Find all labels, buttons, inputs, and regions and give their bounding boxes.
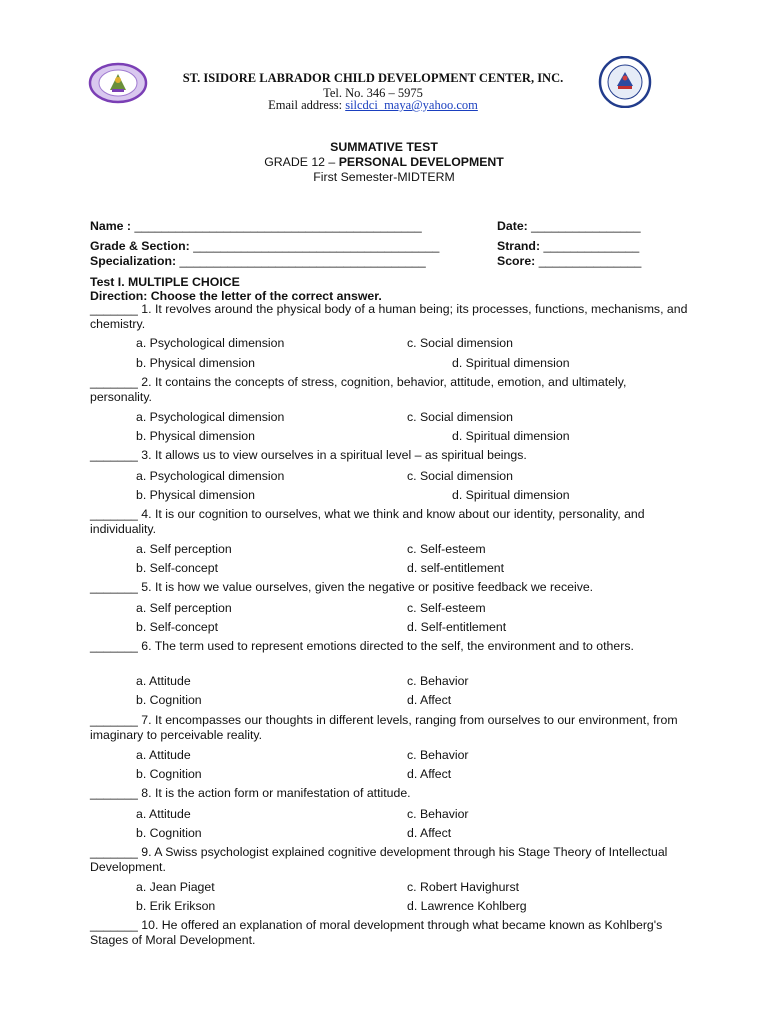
grade-section-field[interactable] bbox=[90, 239, 439, 253]
email-label: Email address: bbox=[268, 98, 346, 112]
strand-blank[interactable]: ______________ bbox=[543, 239, 640, 253]
q2-option-d: d. Spiritual dimension bbox=[452, 429, 570, 443]
grade-section-blank[interactable]: ____________________________________ bbox=[193, 239, 440, 253]
semester-label: First Semester-MIDTERM bbox=[313, 170, 455, 184]
q2-option-b: b. Physical dimension bbox=[136, 429, 255, 443]
q8-option-a: a. Attitude bbox=[136, 807, 191, 821]
question-9: _______ 9. A Swiss psychologist explained cognitive development through his Stage Theory of Intellectual Development. bbox=[90, 845, 668, 874]
q1-option-d: d. Spiritual dimension bbox=[452, 356, 570, 370]
q9-option-a: a. Jean Piaget bbox=[136, 880, 215, 894]
test-direction: Direction: Choose the letter of the correct answer. bbox=[90, 289, 382, 303]
school-email-line bbox=[150, 98, 596, 113]
name-blank[interactable]: __________________________________________ bbox=[134, 219, 422, 233]
question-7: _______ 7. It encompasses our thoughts in different levels, ranging from ourselves to our environment, from imaginary to perceivable reality. bbox=[90, 713, 678, 742]
q1-option-a: a. Psychological dimension bbox=[136, 336, 285, 350]
q4-option-b: b. Self-concept bbox=[136, 561, 219, 575]
q4-option-a: a. Self perception bbox=[136, 542, 232, 556]
email-link[interactable]: silcdci_maya@yahoo.com bbox=[345, 98, 478, 112]
q3-option-d: d. Spiritual dimension bbox=[452, 488, 570, 502]
q7-option-a: a. Attitude bbox=[136, 748, 191, 762]
school-name: ST. ISIDORE LABRADOR CHILD DEVELOPMENT CENTER, INC. bbox=[182, 71, 564, 85]
question-4: _______ 4. It is our cognition to ourselves, what we think and know about our identity, personality, and individuality. bbox=[90, 507, 645, 536]
q6-option-c: c. Behavior bbox=[407, 674, 469, 688]
q5-option-b: b. Self-concept bbox=[136, 620, 219, 634]
specialization-field[interactable] bbox=[90, 254, 426, 268]
q9-option-d: d. Lawrence Kohlberg bbox=[407, 899, 527, 913]
score-blank[interactable]: _______________ bbox=[538, 254, 642, 268]
q2-option-a: a. Psychological dimension bbox=[136, 410, 285, 424]
grade-subject-line bbox=[0, 155, 768, 169]
q6-option-d: d. Affect bbox=[407, 693, 452, 707]
score-field[interactable] bbox=[497, 254, 641, 268]
q3-option-a: a. Psychological dimension bbox=[136, 469, 285, 483]
date-field[interactable] bbox=[497, 219, 641, 233]
test-heading: Test I. MULTIPLE CHOICE bbox=[90, 275, 240, 289]
q1-option-c: c. Social dimension bbox=[407, 336, 513, 350]
q6-option-a: a. Attitude bbox=[136, 674, 191, 688]
q7-option-b: b. Cognition bbox=[136, 767, 202, 781]
question-2: _______ 2. It contains the concepts of stress, cognition, behavior, attitude, emotion, and ultimately, personality. bbox=[90, 375, 627, 404]
q2-option-c: c. Social dimension bbox=[407, 410, 513, 424]
grade-label: GRADE 12 – bbox=[264, 155, 339, 169]
q8-option-b: b. Cognition bbox=[136, 826, 202, 840]
strand-field[interactable] bbox=[497, 239, 639, 253]
q8-option-d: d. Affect bbox=[407, 826, 452, 840]
name-field[interactable] bbox=[90, 219, 422, 233]
q5-option-a: a. Self perception bbox=[136, 601, 232, 615]
strand-label: Strand: bbox=[497, 239, 541, 253]
score-label: Score: bbox=[497, 254, 536, 268]
test-title: SUMMATIVE TEST bbox=[330, 140, 438, 154]
name-label: Name : bbox=[90, 219, 132, 233]
q3-option-b: b. Physical dimension bbox=[136, 488, 255, 502]
date-blank[interactable]: ________________ bbox=[531, 219, 641, 233]
specialization-label: Specialization: bbox=[90, 254, 177, 268]
school-telephone: Tel. No. 346 – 5975 bbox=[323, 86, 423, 100]
question-8: _______ 8. It is the action form or manifestation of attitude. bbox=[90, 786, 411, 800]
q5-option-d: d. Self-entitlement bbox=[407, 620, 507, 634]
question-1: _______ 1. It revolves around the physical body of a human being; its processes, functions, mechanisms, and chemistry. bbox=[90, 302, 688, 331]
specialization-blank[interactable]: ____________________________________ bbox=[179, 254, 426, 268]
q7-option-d: d. Affect bbox=[407, 767, 452, 781]
subject-label: PERSONAL DEVELOPMENT bbox=[338, 155, 504, 169]
q3-option-c: c. Social dimension bbox=[407, 469, 513, 483]
q4-option-d: d. self-entitlement bbox=[407, 561, 505, 575]
deped-seal bbox=[597, 56, 653, 108]
question-10: _______ 10. He offered an explanation of moral development through what became known as Kohlberg's Stages of Moral Development. bbox=[90, 918, 663, 947]
question-5: _______ 5. It is how we value ourselves, given the negative or positive feedback we receive. bbox=[90, 580, 594, 594]
q4-option-c: c. Self-esteem bbox=[407, 542, 486, 556]
date-label: Date: bbox=[497, 219, 528, 233]
q9-option-b: b. Erik Erikson bbox=[136, 899, 216, 913]
school-logo bbox=[88, 62, 148, 104]
q6-option-b: b. Cognition bbox=[136, 693, 202, 707]
q5-option-c: c. Self-esteem bbox=[407, 601, 486, 615]
q1-option-b: b. Physical dimension bbox=[136, 356, 255, 370]
q8-option-c: c. Behavior bbox=[407, 807, 469, 821]
grade-section-label: Grade & Section: bbox=[90, 239, 190, 253]
question-3: _______ 3. It allows us to view ourselves in a spiritual level – as spiritual beings. bbox=[90, 448, 527, 462]
q9-option-c: c. Robert Havighurst bbox=[407, 880, 520, 894]
question-6: _______ 6. The term used to represent emotions directed to the self, the environment and to others. bbox=[90, 639, 634, 653]
q7-option-c: c. Behavior bbox=[407, 748, 469, 762]
